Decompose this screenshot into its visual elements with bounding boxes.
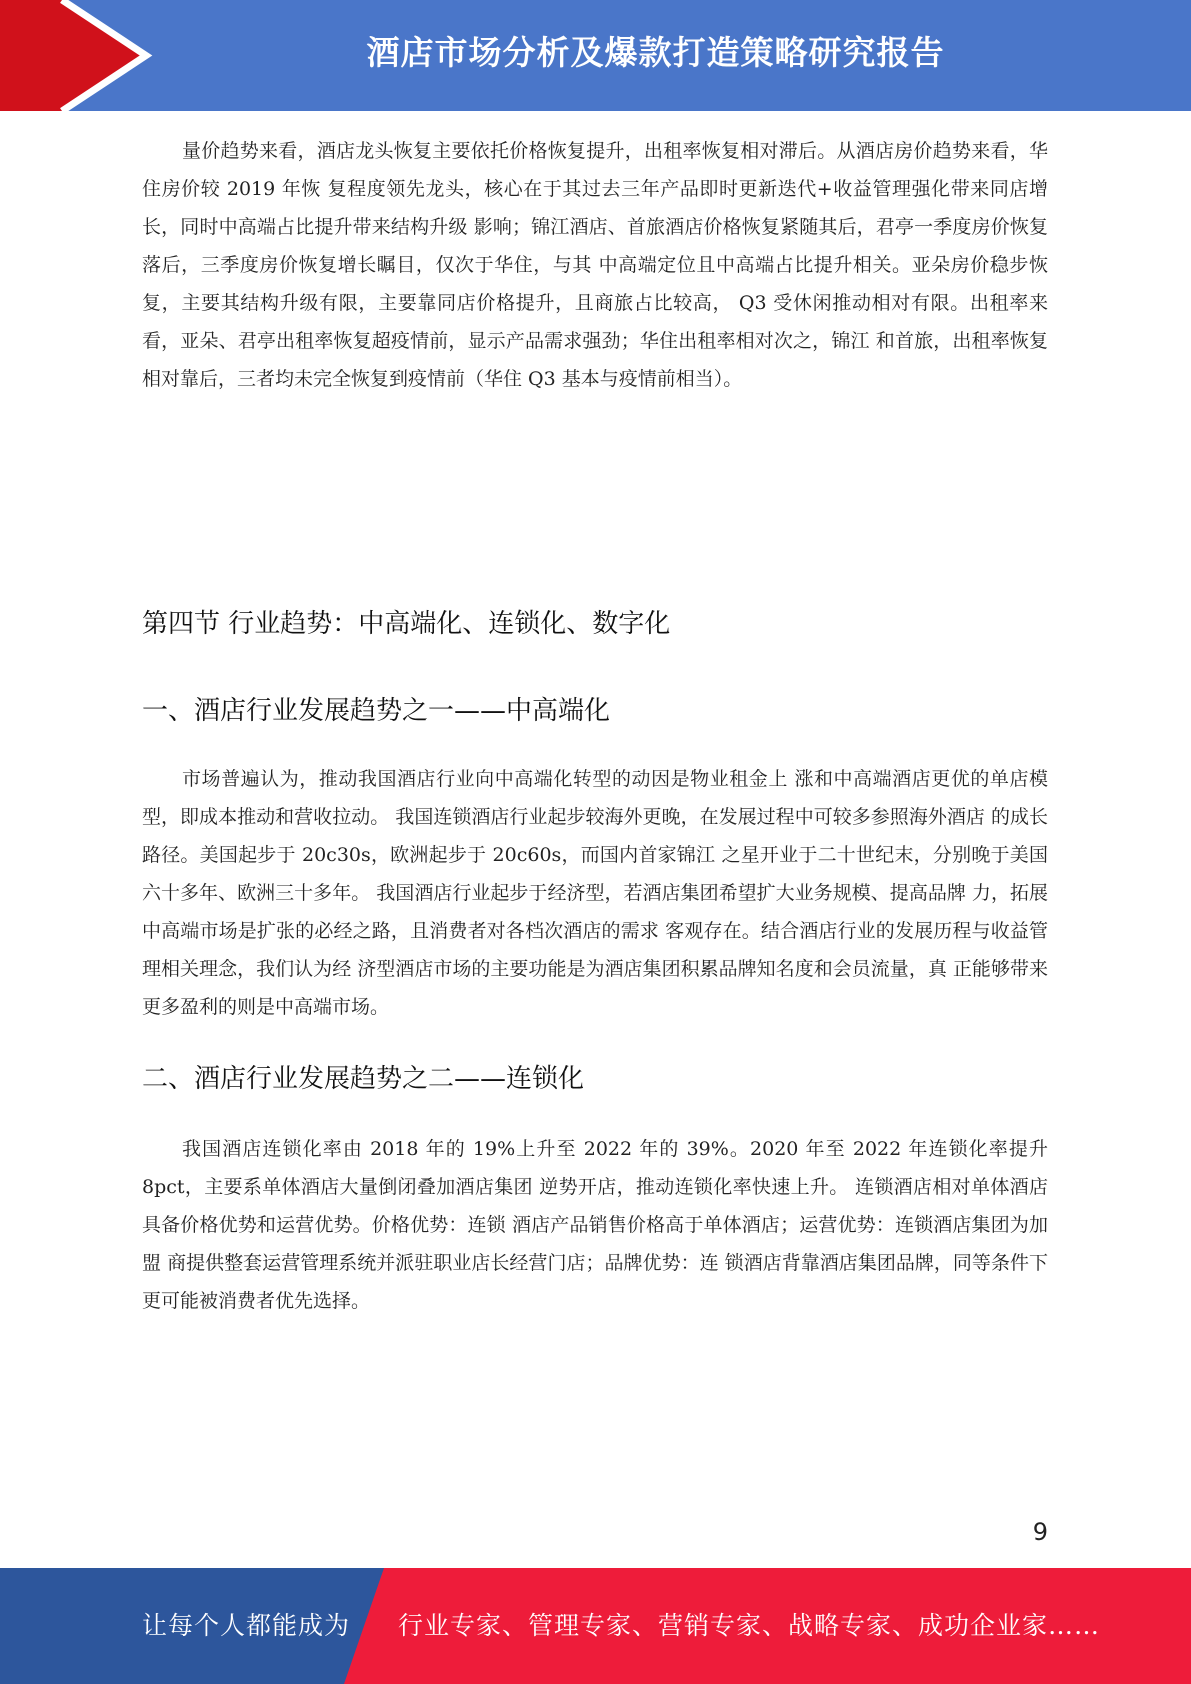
page-header: [0, 0, 1191, 111]
footer-slogan-left: 让每个人都能成为: [142, 1611, 351, 1640]
subsection-heading-chain: 二、酒店行业发展趋势之二——连锁化: [142, 1064, 585, 1094]
paragraph-chain: 我国酒店连锁化率由 2018 年的 19%上升至 2022 年的 39%。2020 年至 2022 年连锁化率提升 8pct，主要系单体酒店大量倒闭叠加酒店集团 逆势开店，推动连锁化率快速上升。 连锁酒店相对单体酒店具备价格优势和运营优势。价格优势：连锁 酒店产品销售价格高于单体酒店；运营优势：连锁酒店集团为加盟 商提供整套运营管理系统并派驻职业店长经营门店；品牌优势：连 锁酒店背靠酒店集团品牌，同等条件下更可能被消费者优先选择。: [142, 1138, 1048, 1312]
report-title: 酒店市场分析及爆款打造策略研究报告: [366, 33, 945, 72]
page-number: 9: [1032, 1518, 1048, 1546]
page-footer: [0, 1568, 1191, 1684]
paragraph-block-chain: [142, 1130, 1048, 1320]
footer-slogan-right: 行业专家、管理专家、营销专家、战略专家、成功企业家……: [398, 1611, 1101, 1640]
paragraph-mid-high-end: 市场普遍认为，推动我国酒店行业向中高端化转型的动因是物业租金上 涨和中高端酒店更优的单店模型，即成本推动和营收拉动。 我国连锁酒店行业起步较海外更晚，在发展过程中可较多参照海外酒店 的成长路径。美国起步于 20c30s，欧洲起步于 20c60s，而国内首家锦江 之星开业于二十世纪末，分别晚于美国六十多年、欧洲三十多年。 我国酒店行业起步于经济型，若酒店集团希望扩大业务规模、提高品牌 力，拓展中高端市场是扩张的必经之路，且消费者对各档次酒店的需求 客观存在。结合酒店行业的发展历程与收益管理相关理念，我们认为经 济型酒店市场的主要功能是为酒店集团积累品牌知名度和会员流量，真 正能够带来更多盈利的则是中高端市场。: [142, 768, 1048, 1018]
section-heading: 第四节 行业趋势：中高端化、连锁化、数字化: [142, 609, 671, 639]
paragraph-price-trend: 量价趋势来看，酒店龙头恢复主要依托价格恢复提升，出租率恢复相对滞后。从酒店房价趋势来看，华住房价较 2019 年恢 复程度领先龙头，核心在于其过去三年产品即时更新迭代+收益管理强化带来同店增长，同时中高端占比提升带来结构升级 影响；锦江酒店、首旅酒店价格恢复紧随其后，君亭一季度房价恢复落后，三季度房价恢复增长瞩目，仅次于华住，与其 中高端定位且中高端占比提升相关。亚朵房价稳步恢复，主要其结构升级有限，主要靠同店价格提升，且商旅占比较高， Q3 受休闲推动相对有限。出租率来看，亚朵、君亭出租率恢复超疫情前，显示产品需求强劲；华住出租率相对次之，锦江 和首旅，出租率恢复相对靠后，三者均未完全恢复到疫情前（华住 Q3 基本与疫情前相当）。: [142, 140, 1048, 390]
header-arrow-decoration: [0, 0, 160, 111]
paragraph-block-price-trend: [142, 132, 1048, 398]
subsection-heading-mid-high-end: 一、酒店行业发展趋势之一——中高端化: [142, 696, 611, 726]
paragraph-block-mid-high-end: [142, 760, 1048, 1026]
header-red-arrow: [0, 0, 146, 111]
